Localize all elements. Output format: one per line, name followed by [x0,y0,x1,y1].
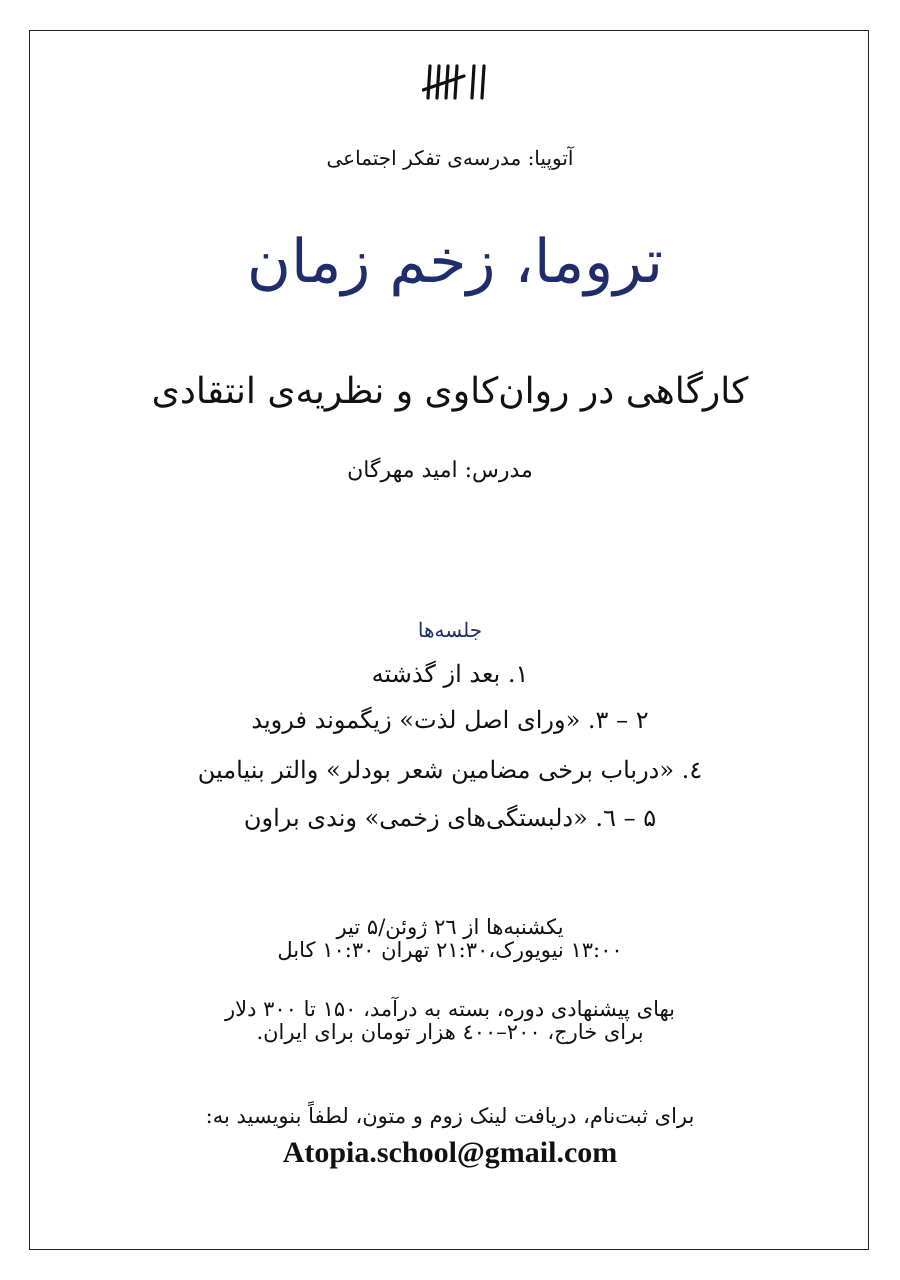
sessions-heading: جلسه‌ها [417,618,483,642]
tally-marks-icon [422,62,494,104]
price-line-iran: برای خارج، ۲۰۰–٤۰۰ هزار تومان برای ایران. [256,1020,644,1045]
session-item: ٤. «درباب برخی مضامین شعر بودلر» والتر بنیامین [197,756,703,784]
page-subtitle: کارگاهی در روان‌کاوی و نظریه‌ی انتقادی [151,371,749,412]
registration-text: برای ثبت‌نام، دریافت لینک زوم و متون، لطفاً بنویسید به: [205,1104,695,1128]
session-item: ۲ – ۳. «ورای اصل لذت» زیگموند فروید [251,706,649,734]
session-item: ۵ – ٦. «دلبستگی‌های زخمی» وندی براون [243,804,657,832]
price-info [120,998,780,1044]
school-name: آتوپیا: مدرسه‌ی تفکر اجتماعی [326,146,574,170]
session-item: ۱. بعد از گذشته [371,660,529,688]
contact-email[interactable]: Atopia.school@gmail.com [282,1136,618,1169]
price-line-abroad: بهای پیشنهادی دوره، بسته به درآمد، ۱۵۰ تا ۳۰۰ دلار [224,997,676,1021]
schedule-days: یکشنبه‌ها از ۲٦ ژوئن/۵ تیر [336,915,564,939]
instructor: مدرس: امید مهرگان [347,458,533,483]
schedule-times: ۱۳:۰۰ نیویورک،۲۱:۳۰ تهران ۱۰:۳۰ کابل [277,938,623,963]
page-title: تروما، زخم زمان [246,227,664,297]
schedule [150,916,750,962]
